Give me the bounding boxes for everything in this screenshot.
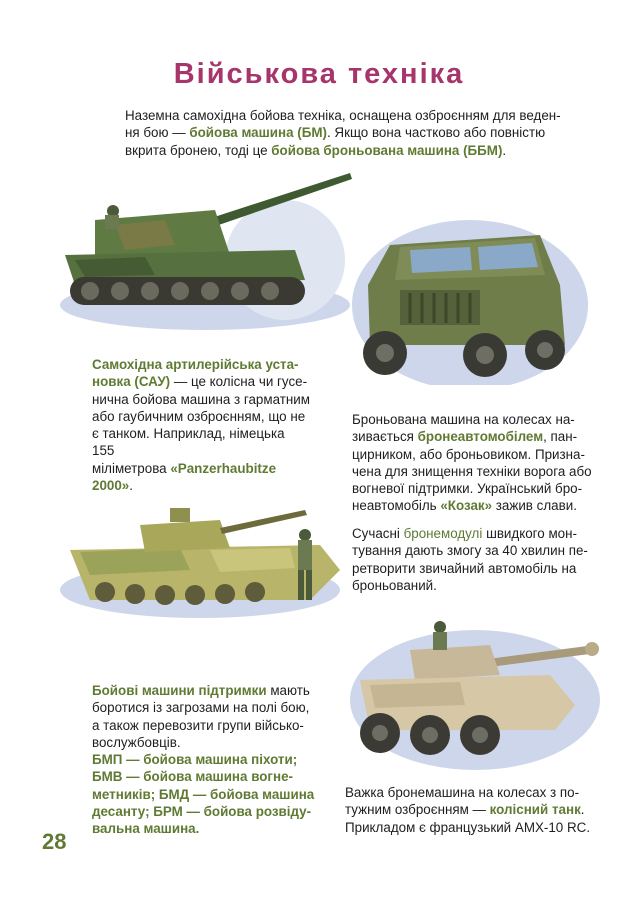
bronea-line: чена для знищення техніки ворога або [352, 463, 592, 479]
term-wheeled-tank: колісний танк [489, 802, 581, 818]
moduli-line: броньований. [352, 577, 437, 593]
support-abbr-line: десанту; БРМ — бойова розвіду- [92, 804, 312, 820]
armor-modules-paragraph [352, 525, 592, 594]
bronea-line: Броньована машина на колесах на- [352, 412, 575, 427]
bronea-line: цирником, або броньовиком. Призна- [352, 446, 585, 462]
intro-line: вкрита бронею, тоді це бойова броньована машина (ББМ). [125, 142, 507, 158]
support-line: Бойові машини підтримки мають [92, 683, 310, 698]
page-title: Військова техніка [173, 58, 465, 90]
tank-line: Важка бронемашина на колесах з по- [345, 785, 580, 800]
sau-line: або гаубичним озброєнням, що не [92, 408, 306, 424]
bronea-line: зивається бронеавтомобілем, пан- [352, 429, 578, 445]
term-bronea: бронеавтомобілем [417, 429, 544, 445]
bronea-line: неавтомобіль «Козак» зажив слави. [352, 498, 577, 514]
sau-line [92, 356, 310, 373]
sau-line: новка (САУ) — це колісна чи гусе- [92, 374, 308, 390]
sau-line: міліметрова «Panzerhaubitze 2000». [92, 460, 277, 494]
support-line: боротися із загрозами на полі бою, [92, 700, 310, 716]
term-panzerhaubitze: «Panzerhaubitze 2000» [92, 460, 277, 494]
term-bronemoduli: бронемодулі [403, 526, 483, 541]
intro-paragraph [125, 107, 561, 159]
term-sau: Самохідна артилерійська уста- [92, 357, 299, 372]
bronea-line: вогневої підтримки. Український бро- [352, 481, 583, 497]
support-abbr-line: метників; БМД — бойова машина [92, 786, 315, 802]
armored-car-illustration [340, 205, 590, 385]
moduli-line: ретворити звичайний автомобіль на [352, 560, 577, 576]
ifv-illustration [60, 490, 345, 620]
support-line: а також перевозити групи військо- [92, 717, 304, 733]
wheeled-tank-paragraph [345, 784, 595, 836]
support-abbr-line: БМВ — бойова машина вогне- [92, 769, 293, 785]
tank-line: тужним озброєнням — колісний танк. [345, 802, 585, 818]
support-abbr-line: БМП — бойова машина піхоти; [92, 752, 298, 768]
wheeled-tank-illustration [340, 605, 605, 770]
intro-line: Наземна самохідна бойова техніка, оснащена озброєнням для веден- [125, 108, 561, 123]
term-bm: бойова машина (БМ) [189, 125, 327, 141]
sau-line: є танком. Наприклад, німецька 155 [92, 426, 285, 459]
moduli-line: Сучасні бронемодулі швидкого мон- [352, 526, 577, 541]
support-abbr-line: вальна машина. [92, 821, 200, 837]
sau-line: нична бойова машина з гарматним [92, 391, 310, 407]
armored-car-paragraph [352, 411, 592, 515]
support-vehicles-paragraph [92, 682, 317, 838]
sau-paragraph [92, 356, 310, 494]
term-kozak: «Козак» [440, 498, 493, 514]
term-bbm: бойова броньована машина (ББМ) [271, 142, 503, 158]
howitzer-illustration [55, 165, 355, 340]
term-support-vehicles: Бойові машини підтримки [92, 683, 267, 698]
tank-line: Прикладом є французький АМХ-10 RC. [345, 819, 591, 835]
support-line: вослужбовців. [92, 734, 181, 750]
page-number: 28 [42, 829, 67, 854]
intro-line: ня бою — бойова машина (БМ). Якщо вона частково або повністю [125, 125, 546, 141]
moduli-line: тування дають змогу за 40 хвилин пе- [352, 543, 588, 559]
